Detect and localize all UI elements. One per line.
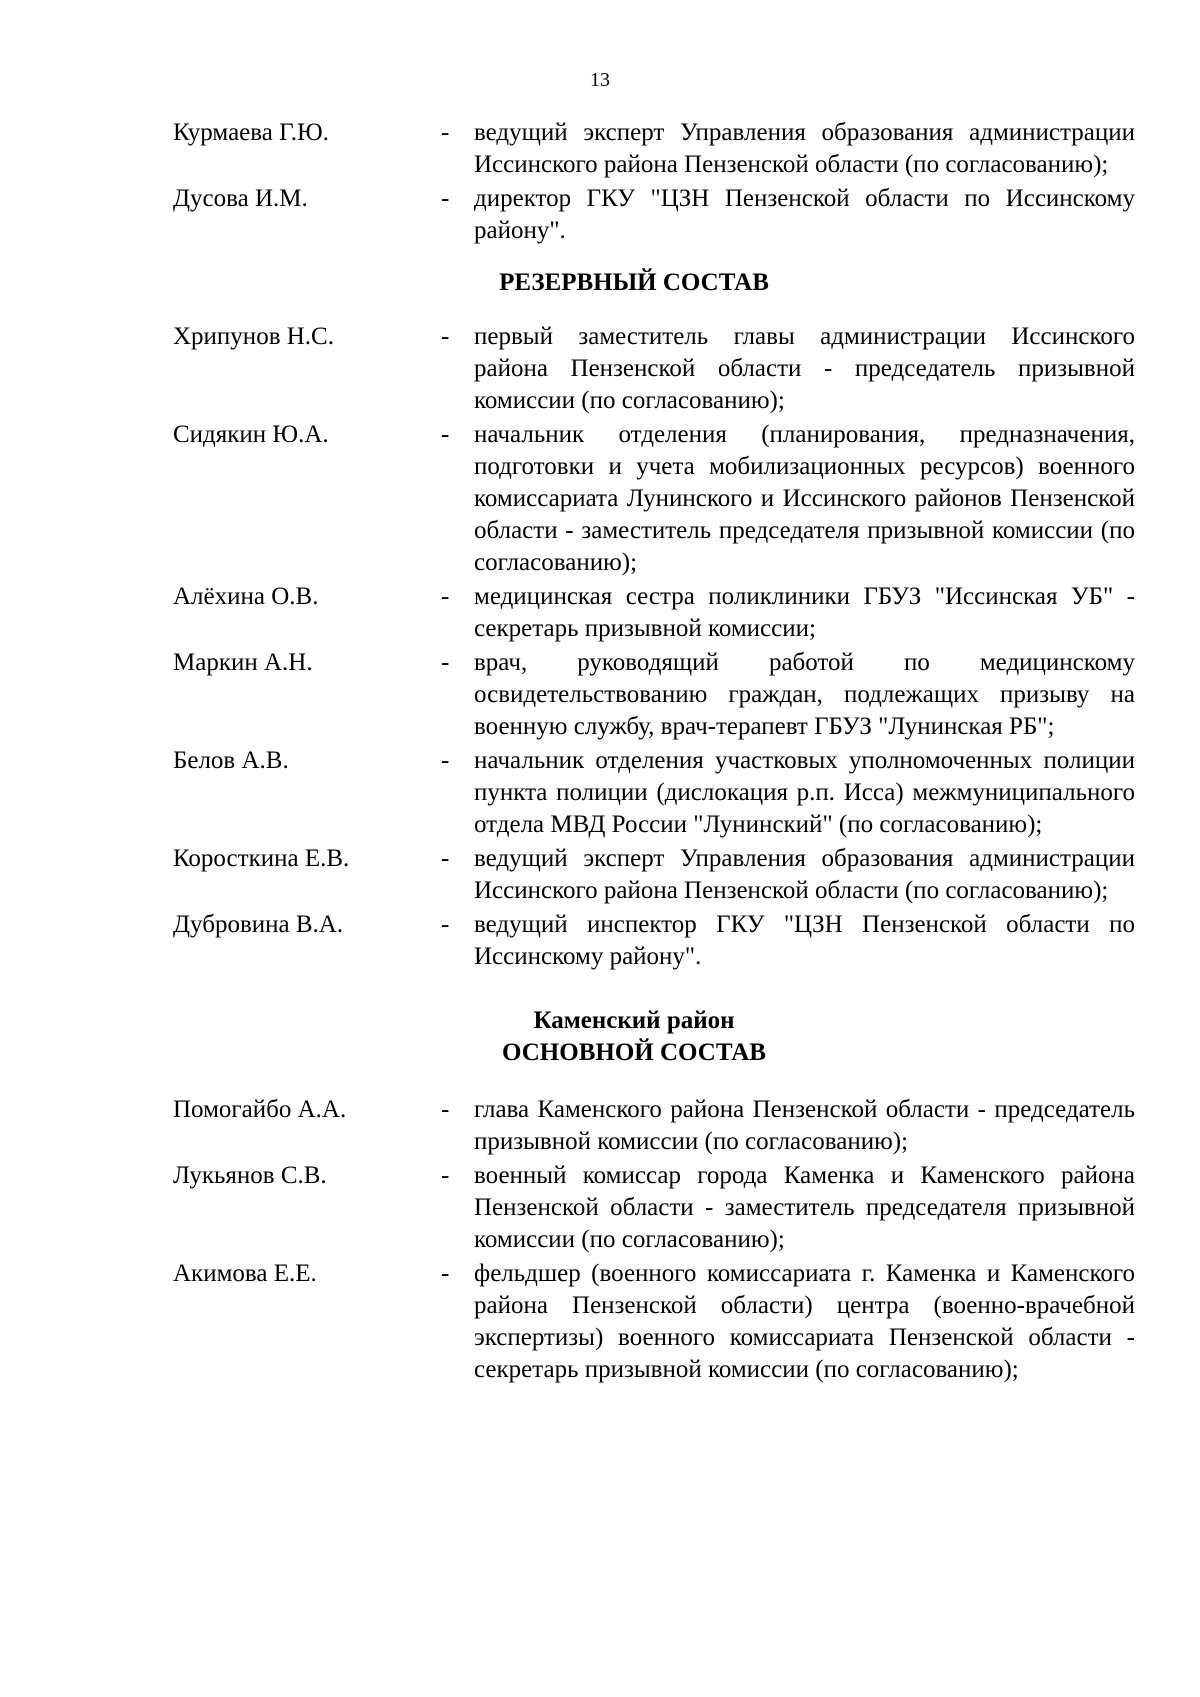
dash-separator: - bbox=[441, 747, 450, 774]
reserve-member-list bbox=[173, 321, 1135, 973]
member-name: Курмаева Г.Ю. bbox=[173, 119, 329, 146]
member-name: Акимова Е.Е. bbox=[173, 1260, 317, 1287]
member-name: Дусова И.М. bbox=[173, 185, 308, 212]
dash-separator: - bbox=[441, 1260, 450, 1287]
member-position: начальник отделения участковых уполномоченных полиции пункта полиции (дислокация р.п. Исса) межмуниципального отдела МВД России "Лунинский" (по согласованию); bbox=[474, 747, 1135, 838]
member-name: Дубровина В.А. bbox=[173, 911, 344, 938]
member-entry bbox=[173, 419, 1135, 579]
reserve-composition-heading: РЕЗЕРВНЫЙ СОСТАВ bbox=[499, 269, 769, 296]
main-member-list bbox=[173, 1094, 1135, 1386]
member-name: Алёхина О.В. bbox=[173, 583, 319, 610]
dash-separator: - bbox=[441, 421, 450, 448]
member-position: медицинская сестра поликлиники ГБУЗ "Иссинская УБ" - секретарь призывной комиссии; bbox=[474, 583, 1135, 642]
page-number: 13 bbox=[590, 69, 610, 91]
member-position: ведущий эксперт Управления образования администрации Иссинского района Пензенской области (по согласованию); bbox=[474, 845, 1135, 904]
document-body bbox=[173, 117, 1135, 1386]
member-entry bbox=[173, 581, 1135, 645]
member-name: Маркин А.Н. bbox=[173, 649, 313, 676]
dash-separator: - bbox=[441, 119, 450, 146]
member-position: врач, руководящий работой по медицинскому освидетельствованию граждан, подлежащих призыву на военную службу, врач-терапевт ГБУЗ "Лунинская РБ"; bbox=[474, 649, 1135, 740]
member-position: военный комиссар города Каменка и Каменского района Пензенской области - заместитель председателя призывной комиссии (по согласованию); bbox=[474, 1162, 1135, 1253]
member-name: Помогайбо А.А. bbox=[173, 1096, 347, 1123]
member-entry bbox=[173, 117, 1135, 181]
member-position: ведущий эксперт Управления образования администрации Иссинского района Пензенской области (по согласованию); bbox=[474, 119, 1135, 178]
member-name: Хрипунов Н.С. bbox=[173, 323, 334, 350]
member-name: Лукьянов С.В. bbox=[173, 1162, 327, 1189]
member-position: начальник отделения (планирования, предназначения, подготовки и учета мобилизационных ресурсов) военного комиссариата Лунинского и Иссинского районов Пензенской области - заместитель председателя призывной комиссии (по согласованию); bbox=[474, 421, 1135, 576]
member-entry bbox=[173, 1258, 1135, 1386]
member-entry bbox=[173, 745, 1135, 841]
committee-list-continued bbox=[173, 117, 1135, 247]
dash-separator: - bbox=[441, 911, 450, 938]
dash-separator: - bbox=[441, 649, 450, 676]
district-heading: Каменский район bbox=[533, 1007, 735, 1034]
member-name: Коросткина Е.В. bbox=[173, 845, 350, 872]
member-position: ведущий инспектор ГКУ "ЦЗН Пензенской области по Иссинскому району". bbox=[474, 911, 1135, 970]
dash-separator: - bbox=[441, 323, 450, 350]
dash-separator: - bbox=[441, 1096, 450, 1123]
member-name: Сидякин Ю.А. bbox=[173, 421, 329, 448]
dash-separator: - bbox=[441, 1162, 450, 1189]
member-entry bbox=[173, 909, 1135, 973]
member-entry bbox=[173, 647, 1135, 743]
member-position: фельдшер (военного комиссариата г. Каменка и Каменского района Пензенской области) центра (военно-врачебной экспертизы) военного комиссариата Пензенской области - секретарь призывной комиссии (по согласованию); bbox=[474, 1260, 1135, 1383]
member-entry bbox=[173, 183, 1135, 247]
member-entry bbox=[173, 843, 1135, 907]
member-name: Белов А.В. bbox=[173, 747, 289, 774]
member-position: директор ГКУ "ЦЗН Пензенской области по Иссинскому району". bbox=[474, 185, 1135, 244]
dash-separator: - bbox=[441, 845, 450, 872]
member-entry bbox=[173, 321, 1135, 417]
member-entry bbox=[173, 1094, 1135, 1158]
member-entry bbox=[173, 1160, 1135, 1256]
dash-separator: - bbox=[441, 185, 450, 212]
member-position: первый заместитель главы администрации Иссинского района Пензенской области - председатель призывной комиссии (по согласованию); bbox=[474, 323, 1135, 414]
dash-separator: - bbox=[441, 583, 450, 610]
main-composition-heading: ОСНОВНОЙ СОСТАВ bbox=[502, 1039, 766, 1066]
member-position: глава Каменского района Пензенской области - председатель призывной комиссии (по согласованию); bbox=[474, 1096, 1135, 1155]
